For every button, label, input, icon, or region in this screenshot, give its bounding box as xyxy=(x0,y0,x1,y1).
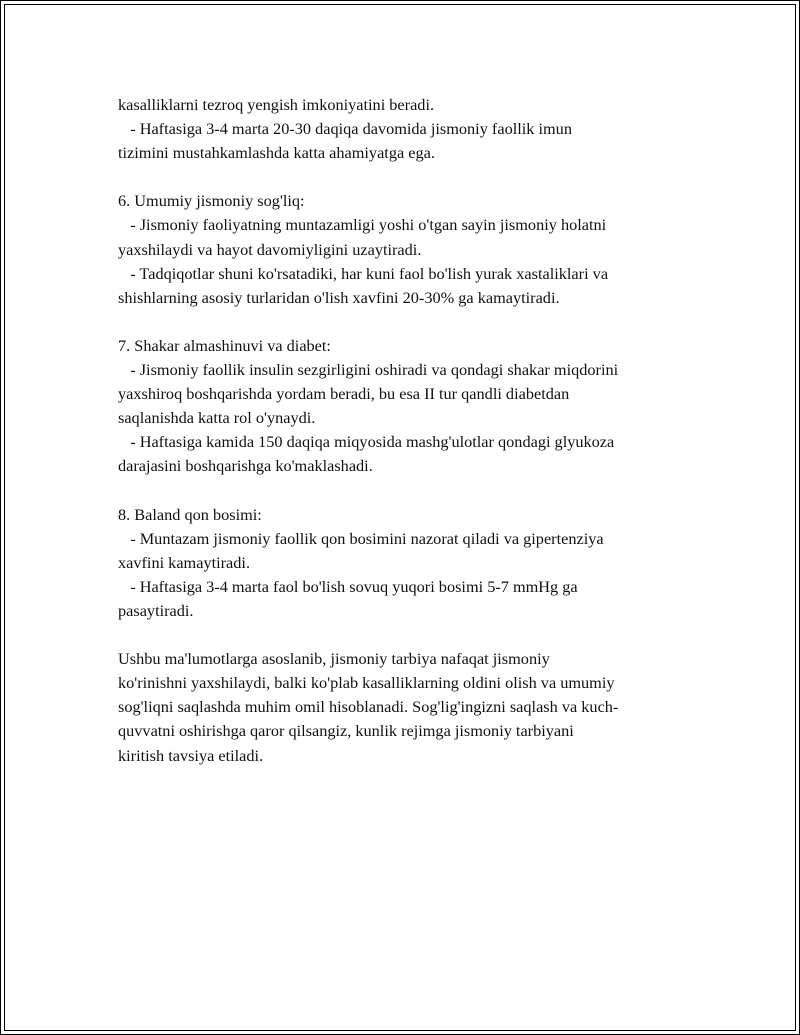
text-line: quvvatni oshirishga qaror qilsangiz, kunlik rejimga jismoniy tarbiyani xyxy=(118,721,574,741)
text-line: yaxshiroq boshqarishda yordam beradi, bu esa II tur qandli diabetdan xyxy=(118,384,570,404)
text-line: - Haftasiga 3-4 marta 20-30 daqiqa davomida jismoniy faollik imun xyxy=(118,119,572,139)
text-line: xavfini kamaytiradi. xyxy=(118,552,251,572)
paragraph-gap xyxy=(118,623,693,647)
text-line: - Haftasiga kamida 150 daqiqa miqyosida mashg'ulotlar qondagi glyukoza xyxy=(118,432,615,452)
section-heading: 6. Umumiy jismoniy sog'liq: xyxy=(118,191,305,211)
conclusion-paragraph xyxy=(118,647,693,767)
section-heading: 7. Shakar almashinuvi va diabet: xyxy=(118,335,331,355)
text-line: kasalliklarni tezroq yengish imkoniyatini beradi. xyxy=(118,95,435,114)
section-8 xyxy=(118,503,693,623)
text-line: kiritish tavsiya etiladi. xyxy=(118,745,264,765)
paragraph-gap xyxy=(118,165,693,189)
section-heading: 8. Baland qon bosimi: xyxy=(118,504,262,524)
section-6 xyxy=(118,189,693,309)
text-line: - Jismoniy faollik insulin sezgirligini oshiradi va qondagi shakar miqdorini xyxy=(118,360,619,380)
text-line: sog'liqni saqlashda muhim omil hisoblanadi. Sog'lig'ingizni saqlash va kuch- xyxy=(118,697,619,717)
section-7 xyxy=(118,334,693,479)
text-line: - Tadqiqotlar shuni ko'rsatadiki, har kuni faol bo'lish yurak xastaliklari va xyxy=(118,263,609,283)
paragraph-gap xyxy=(118,479,693,503)
text-line: darajasini boshqarishga ko'maklashadi. xyxy=(118,456,373,476)
text-line: pasaytiradi. xyxy=(118,600,194,620)
text-line: yaxshilaydi va hayot davomiyligini uzaytiradi. xyxy=(118,239,422,259)
text-line: - Jismoniy faoliyatning muntazamligi yoshi o'tgan sayin jismoniy holatni xyxy=(118,215,607,235)
text-line: - Haftasiga 3-4 marta faol bo'lish sovuq yuqori bosimi 5-7 mmHg ga xyxy=(118,576,578,596)
text-line: shishlarning asosiy turlaridan o'lish xavfini 20-30% ga kamaytiradi. xyxy=(118,287,560,307)
document-body xyxy=(118,93,693,768)
paragraph-gap xyxy=(118,310,693,334)
text-line: tizimini mustahkamlashda katta ahamiyatga ega. xyxy=(118,143,435,163)
text-line: - Muntazam jismoniy faollik qon bosimini nazorat qiladi va gipertenziya xyxy=(118,528,604,548)
text-line: saqlanishda katta rol o'ynaydi. xyxy=(118,408,316,428)
text-line: ko'rinishni yaxshilaydi, balki ko'plab kasalliklarning oldini olish va umumiy xyxy=(118,673,615,693)
intro-paragraph xyxy=(118,93,693,165)
text-line: Ushbu ma'lumotlarga asoslanib, jismoniy tarbiya nafaqat jismoniy xyxy=(118,649,550,669)
